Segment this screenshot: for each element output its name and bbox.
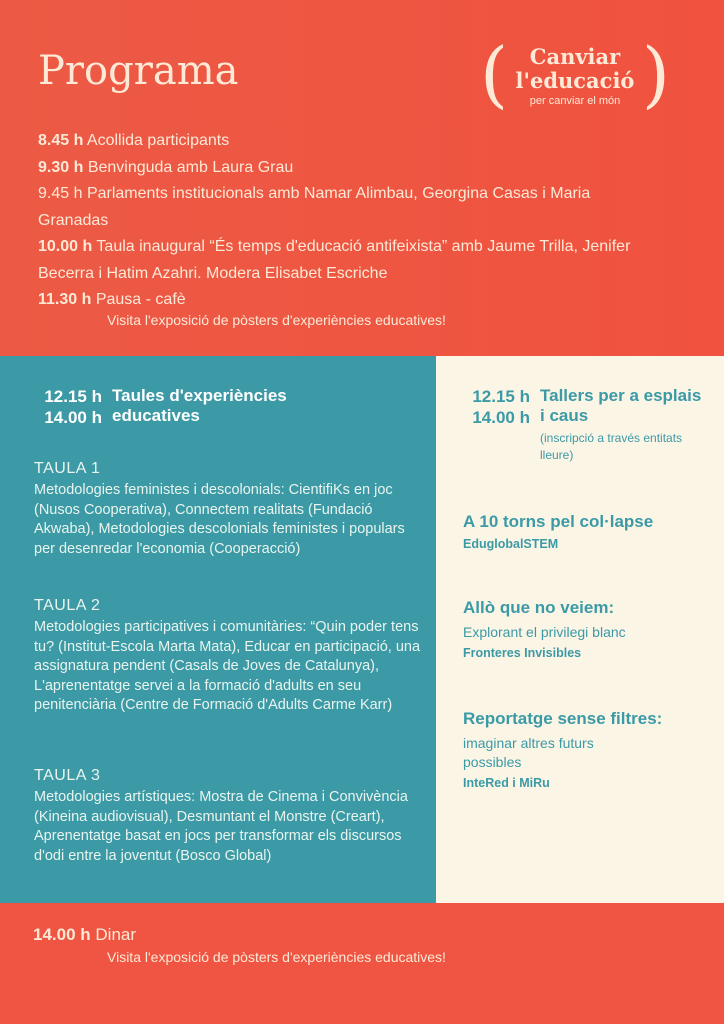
- taller-desc: imaginar altres futurs possibles: [463, 735, 594, 770]
- lunch-item: [33, 925, 136, 945]
- schedule-item: [38, 155, 638, 182]
- taller-title: Reportatge sense filtres:: [463, 709, 663, 728]
- schedule-text: Pausa - cafè: [95, 291, 186, 308]
- taula-label: TAULA 1: [34, 460, 101, 477]
- schedule-time: 10.00 h: [38, 238, 93, 255]
- tallers-time-start: 12.15 h: [472, 387, 530, 406]
- tallers-heading: Tallers per a esplais i caus: [540, 386, 702, 425]
- lunch-section: [0, 903, 724, 1024]
- taula-block: [34, 459, 429, 559]
- morning-schedule: [38, 128, 638, 314]
- schedule-time: 8.45 h: [38, 132, 84, 149]
- schedule-item: [38, 287, 638, 314]
- schedule-text: Benvinguda amb Laura Grau: [87, 158, 294, 176]
- logo-line2: l'educació: [515, 68, 635, 93]
- taula-text: Metodologies artístiques: Mostra de Cinema i Convivència (Kineina audiovisual), Desmuntant el Monstre (Creart), Aprenentatge basat en jocs per transformar els discursos d'odi entre la joventut (Bosco Global): [34, 789, 408, 864]
- taules-time-start: 12.15 h: [44, 387, 102, 406]
- schedule-time: 9.45 h: [38, 185, 83, 202]
- taules-section: [0, 356, 436, 903]
- schedule-text: Taula inaugural “És temps d'educació antifeixista” amb Jaume Trilla, Jenifer Becerra i Hatim Azahri. Modera Elisabet Escriche: [38, 238, 631, 282]
- lunch-time: 14.00 h: [33, 925, 91, 944]
- taller-item: [463, 511, 708, 553]
- taules-heading: Taules d'experiències educatives: [112, 386, 287, 425]
- schedule-text: Parlaments institucionals amb Namar Alimbau, Georgina Casas i Maria Granadas: [38, 185, 591, 229]
- exhibition-note: Visita l'exposició de pòsters d'experiències educatives!: [107, 949, 446, 965]
- page-title: Programa: [38, 48, 239, 94]
- taller-org: Fronteres Invisibles: [463, 646, 582, 660]
- taula-block: [34, 766, 429, 866]
- taula-text: Metodologies feministes i descolonials: CientifiKs en joc (Nusos Cooperativa), Connectem realitats (Fundació Akwaba), Metodologies descolonials feministes i populars per desenredar l'economia (Cooperacció): [34, 482, 405, 557]
- logo-tagline: per canviar el món: [529, 95, 621, 107]
- taules-time-end: 14.00 h: [44, 408, 102, 427]
- header-section: [0, 0, 724, 356]
- taula-text: Metodologies participatives i comunitàries: “Quin poder tens tu? (Institut-Escola Marta Mata), Educar en participació, una assignatura pendent (Casals de Joves de Catalunya), L'aprenentatge servei a la formació d'adults en seu penitenciària (Centre de Formació d'Adults Carme Karr): [34, 619, 421, 713]
- taller-desc: Explorant el privilegi blanc: [463, 624, 626, 640]
- logo-right-paren: ): [641, 32, 670, 116]
- taller-title: A 10 torns pel col·lapse: [463, 512, 654, 531]
- taller-org: InteRed i MiRu: [463, 776, 550, 790]
- schedule-text: Acollida participants: [86, 132, 230, 149]
- logo-left-paren: (: [480, 32, 509, 116]
- taller-org: EduglobalSTEM: [463, 537, 559, 551]
- logo-line1: Canviar: [529, 44, 621, 69]
- taula-block: [34, 596, 429, 716]
- schedule-item: [38, 234, 638, 287]
- canviar-educacio-logo: [480, 32, 670, 116]
- tallers-times: [460, 386, 530, 428]
- schedule-time: 9.30 h: [38, 158, 84, 176]
- tallers-note: (inscripció a través entitats lleure): [540, 431, 683, 462]
- schedule-time: 11.30 h: [38, 291, 92, 308]
- taula-label: TAULA 2: [34, 597, 101, 614]
- tallers-section: [436, 356, 724, 903]
- taules-times: [30, 386, 102, 428]
- lunch-text: Dinar: [95, 925, 137, 944]
- taller-title: Allò que no veiem:: [463, 598, 615, 617]
- schedule-item: [38, 181, 638, 234]
- taller-item: [463, 708, 663, 792]
- tallers-time-end: 14.00 h: [472, 408, 530, 427]
- schedule-item: [38, 128, 638, 155]
- exhibition-note: Visita l'exposició de pòsters d'experiències educatives!: [107, 312, 446, 328]
- taller-item: [463, 597, 708, 662]
- taula-label: TAULA 3: [34, 767, 101, 784]
